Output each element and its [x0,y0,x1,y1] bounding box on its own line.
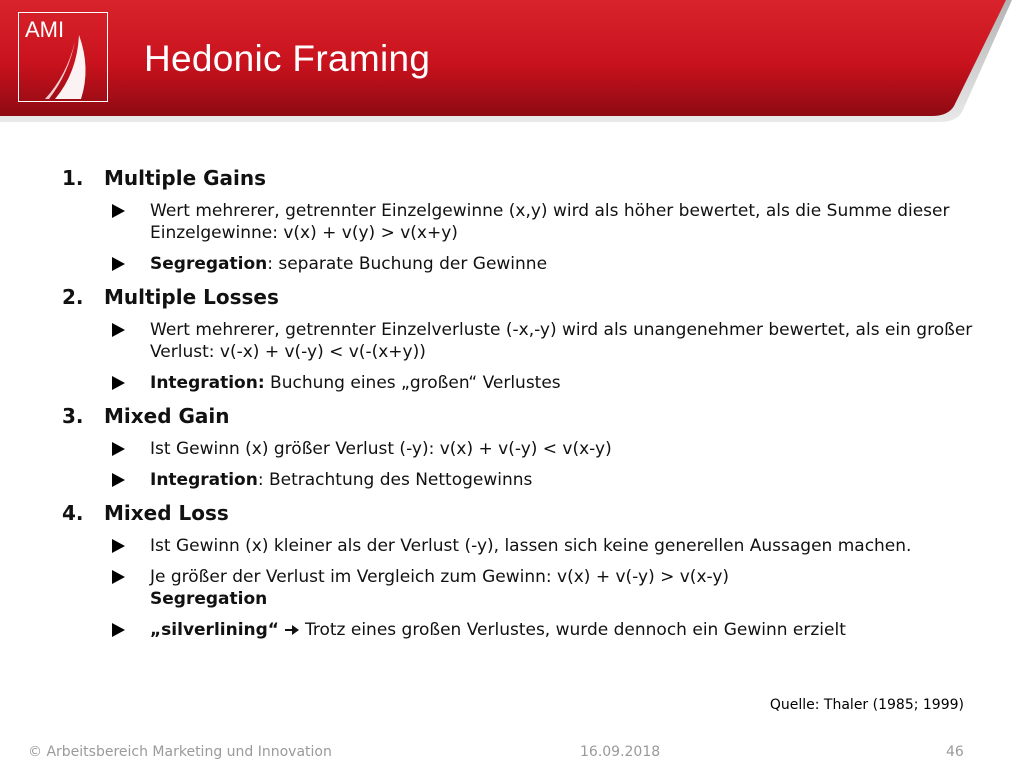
section-number: 1. [62,166,84,190]
bullet-text: : separate Buchung der Gewinne [267,254,548,274]
bullet-text: Je größer der Verlust im Vergleich zum Gewinn: v(x) + v(-y) > v(x-y) [150,567,730,587]
section-heading [62,404,992,428]
bullet-text: Ist Gewinn (x) kleiner als der Verlust (-y), lassen sich keine generellen Aussagen machen. [150,536,912,556]
section-mixed-loss [62,501,992,641]
section-heading [62,285,992,309]
footer-page-number: 46 [946,744,964,760]
ami-logo [18,12,108,102]
section-title: Mixed Gain [104,404,230,428]
section-title: Mixed Loss [104,501,229,525]
bullet-text: Wert mehrerer, getrennter Einzelgewinne (x,y) wird als höher bewertet, als die Summe dieser Einzelgewinne: v(x) + v(y) > v(x+y) [150,201,950,243]
bullet-keyword: Segregation [150,589,268,609]
bullet-item [62,619,992,641]
bullet-arrow-icon [112,204,125,218]
section-number: 4. [62,501,84,525]
bullet-text: Ist Gewinn (x) größer Verlust (-y): v(x) + v(-y) < v(x-y) [150,439,612,459]
bullet-keyword: „silverlining“ [150,620,279,640]
bullet-keyword: Integration: [150,373,265,393]
section-multiple-losses [62,285,992,394]
section-title: Multiple Losses [104,285,279,309]
header-band [0,0,1024,130]
bullet-keyword: Segregation [150,254,268,274]
footer-date: 16.09.2018 [580,744,661,760]
section-heading [62,166,992,190]
bullet-item [62,535,992,557]
bullet-text: Trotz eines großen Verlustes, wurde dennoch ein Gewinn erzielt [304,620,846,640]
bullet-keyword: Integration [150,470,258,490]
section-multiple-gains [62,166,992,275]
section-heading [62,501,992,525]
slide-content [62,166,992,641]
bullet-text: Buchung eines „großen“ Verlustes [264,373,561,393]
bullet-item [62,253,992,275]
footer-organization: © Arbeitsbereich Marketing und Innovation [28,744,332,760]
bullet-arrow-icon [112,539,125,553]
bullet-item [62,566,992,610]
bullet-arrow-icon [112,323,125,337]
right-arrow-icon [285,629,297,631]
bullet-arrow-icon [112,376,125,390]
section-number: 2. [62,285,84,309]
bullet-arrow-icon [112,623,125,637]
bullet-item [62,438,992,460]
bullet-arrow-icon [112,473,125,487]
bullet-arrow-icon [112,442,125,456]
bullet-item [62,319,992,363]
section-mixed-gain [62,404,992,491]
source-citation: Quelle: Thaler (1985; 1999) [769,697,964,713]
bullet-text: : Betrachtung des Nettogewinns [257,470,533,490]
bullet-arrow-icon [112,570,125,584]
bullet-text: Wert mehrerer, getrennter Einzelverluste (-x,-y) wird als unangenehmer bewertet, als ein großer Verlust: v(-x) + v(-y) < v(-(x+y)) [150,320,973,362]
section-number: 3. [62,404,84,428]
logo-text: AMI [25,17,65,42]
section-title: Multiple Gains [104,166,267,190]
bullet-item [62,372,992,394]
bullet-item [62,200,992,244]
slide-title: Hedonic Framing [144,38,431,79]
bullet-arrow-icon [112,257,125,271]
bullet-item [62,469,992,491]
